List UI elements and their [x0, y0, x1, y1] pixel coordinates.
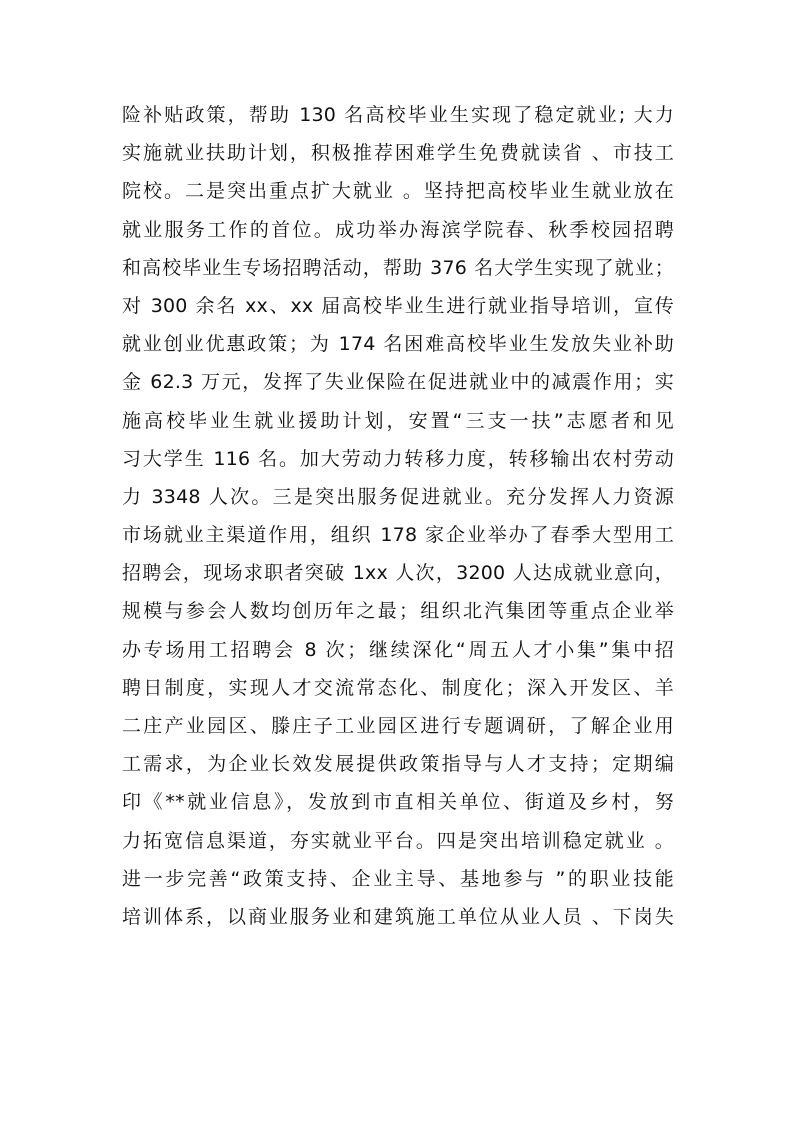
text-line: 进一步完善“政策支持、企业主导、基地参与 ”的职业技能	[122, 867, 674, 890]
text-line: 实施就业扶助计划，积极推荐困难学生免费就读省 、市技工	[122, 142, 674, 165]
text-line: 习大学生 116 名。加大劳动力转移力度，转移输出农村劳动	[122, 447, 674, 470]
text-line: 培训体系，以商业服务业和建筑施工单位从业人员 、下岗失	[122, 905, 674, 928]
text-line: 办专场用工招聘会 8 次；继续深化“周五人才小集”集中招	[122, 638, 674, 661]
text-line: 和高校毕业生专场招聘活动，帮助 376 名大学生实现了就业；	[122, 256, 674, 279]
text-line: 力 3348 人次。三是突出服务促进就业。充分发挥人力资源	[122, 485, 674, 508]
text-line: 二庄产业园区、滕庄子工业园区进行专题调研，了解企业用	[122, 715, 674, 737]
text-line: 金 62.3 万元，发挥了失业保险在促进就业中的减震作用；实	[122, 371, 674, 394]
text-line: 施高校毕业生就业援助计划，安置“三支一扶”志愿者和见	[122, 409, 674, 432]
text-line: 院校。二是突出重点扩大就业 。坚持把高校毕业生就业放在	[122, 180, 674, 203]
text-line: 险补贴政策，帮助 130 名高校毕业生实现了稳定就业; 大力	[122, 104, 674, 126]
text-line: 印《**就业信息》，发放到市直相关单位、街道及乡村，努	[122, 791, 674, 814]
text-line: 力拓宽信息渠道，夯实就业平台。四是突出培训稳定就业 。	[122, 829, 674, 852]
text-line: 工需求，为企业长效发展提供政策指导与人才支持；定期编	[122, 753, 674, 776]
text-line: 就业服务工作的首位。成功举办海滨学院春、秋季校园招聘	[122, 218, 674, 241]
text-line: 对 300 余名 xx、xx 届高校毕业生进行就业指导培训，宣传	[122, 294, 674, 317]
text-line: 市场就业主渠道作用，组织 178 家企业举办了春季大型用工	[122, 524, 674, 547]
text-line: 就业创业优惠政策；为 174 名困难高校毕业生发放失业补助	[122, 333, 674, 356]
text-line: 规模与参会人数均创历年之最；组织北汽集团等重点企业举	[122, 600, 674, 623]
document-body-text	[122, 96, 674, 936]
text-line: 招聘会，现场求职者突破 1xx 人次，3200 人达成就业意向，	[122, 562, 674, 585]
text-line: 聘日制度，实现人才交流常态化、制度化；深入开发区、羊	[122, 676, 674, 699]
